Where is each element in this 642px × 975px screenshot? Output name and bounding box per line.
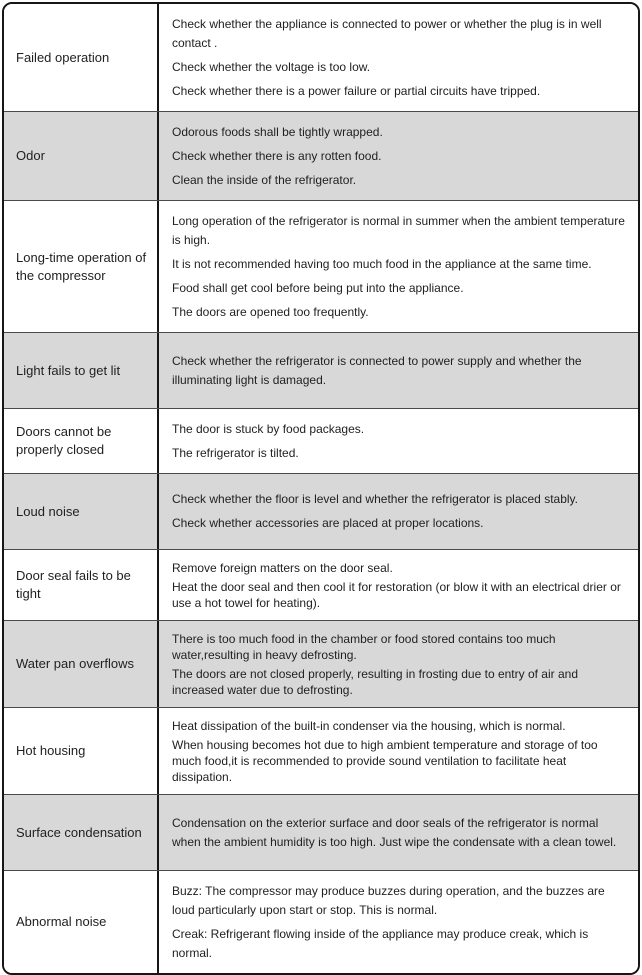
problem-cell [4,4,159,111]
solution-line: Long operation of the refrigerator is normal in summer when the ambient temperature is high. [172,213,625,247]
problem-label: Door seal fails to be tight [16,568,131,601]
problem-cell [4,708,159,794]
solution-line: Creak: Refrigerant flowing inside of the appliance may produce creak, which is normal. [172,926,589,960]
solution-line: Food shall get cool before being put into the appliance. [172,280,464,295]
solutions-cell [159,474,638,549]
solution-line: Check whether there is any rotten food. [172,148,382,163]
table-row [4,870,638,973]
solution-line: The doors are opened too frequently. [172,304,369,319]
table-row [4,111,638,200]
solution-line: The doors are not closed properly, resulting in frosting due to entry of air and increased water due to defrosting. [172,666,579,697]
solutions-cell [159,201,638,332]
problem-cell [4,871,159,973]
problem-cell [4,112,159,200]
table-row [4,620,638,707]
problem-cell [4,621,159,707]
problem-cell [4,409,159,473]
solutions-cell [159,795,638,870]
problem-label: Abnormal noise [16,914,107,929]
solution-line: Check whether there is a power failure or partial circuits have tripped. [172,83,541,98]
solution-line: Heat the door seal and then cool it for restoration (or blow it with an electrical drier or use a hot towel for heating). [172,579,621,610]
problem-cell [4,795,159,870]
solution-line: When housing becomes hot due to high ambient temperature and storage of too much food,it is recommended to provide sound ventilation to facilitate heat dissipation. [172,737,598,784]
solution-line: Check whether the voltage is too low. [172,59,371,74]
solution-line: Buzz: The compressor may produce buzzes during operation, and the buzzes are loud particularly upon start or stop. This is normal. [172,883,605,917]
table-row [4,707,638,794]
problem-label: Odor [16,148,45,163]
table-row [4,332,638,408]
problem-cell [4,550,159,620]
solution-line: Check whether the appliance is connected to power or whether the plug is in well contact . [172,16,602,50]
solutions-cell [159,112,638,200]
problem-label: Hot housing [16,743,86,758]
problem-label: Loud noise [16,503,80,519]
solutions-cell [159,708,638,794]
solutions-cell [159,621,638,707]
table-row [4,794,638,870]
problem-label: Water pan overflows [16,656,135,671]
problem-label: Failed operation [16,49,110,65]
problem-cell [4,333,159,408]
solution-line: Heat dissipation of the built-in condenser via the housing, which is normal. [172,718,566,733]
troubleshooting-table [2,2,640,975]
table-row [4,549,638,620]
solution-line: It is not recommended having too much food in the appliance at the same time. [172,256,592,271]
problem-cell [4,474,159,549]
problem-label: Doors cannot be properly closed [16,424,112,457]
table-row [4,473,638,549]
solution-line: Odorous foods shall be tightly wrapped. [172,124,383,139]
solution-line: The refrigerator is tilted. [172,445,299,460]
solutions-cell [159,4,638,111]
problem-label: Surface condensation [16,824,142,840]
table-row [4,408,638,473]
solution-line: The door is stuck by food packages. [172,421,365,436]
solution-line: Check whether the refrigerator is connected to power supply and whether the illuminating light is damaged. [172,353,582,387]
solutions-cell [159,550,638,620]
problem-cell [4,201,159,332]
solution-line: Check whether the floor is level and whether the refrigerator is placed stably. [172,492,578,506]
problem-label: Long-time operation of the compressor [16,249,147,283]
solutions-cell [159,871,638,973]
solution-line: Check whether accessories are placed at proper locations. [172,516,484,530]
solution-line: Remove foreign matters on the door seal. [172,560,393,575]
table-row [4,4,638,111]
problem-label: Light fails to get lit [16,362,121,378]
solution-line: There is too much food in the chamber or food stored contains too much water,resulting in heavy defrosting. [172,631,556,662]
solutions-cell [159,409,638,473]
table-row [4,200,638,332]
solutions-cell [159,333,638,408]
solution-line: Clean the inside of the refrigerator. [172,172,357,187]
solution-line: Condensation on the exterior surface and door seals of the refrigerator is normal when the ambient humidity is too high. Just wipe the condensate with a clean towel. [172,815,617,849]
